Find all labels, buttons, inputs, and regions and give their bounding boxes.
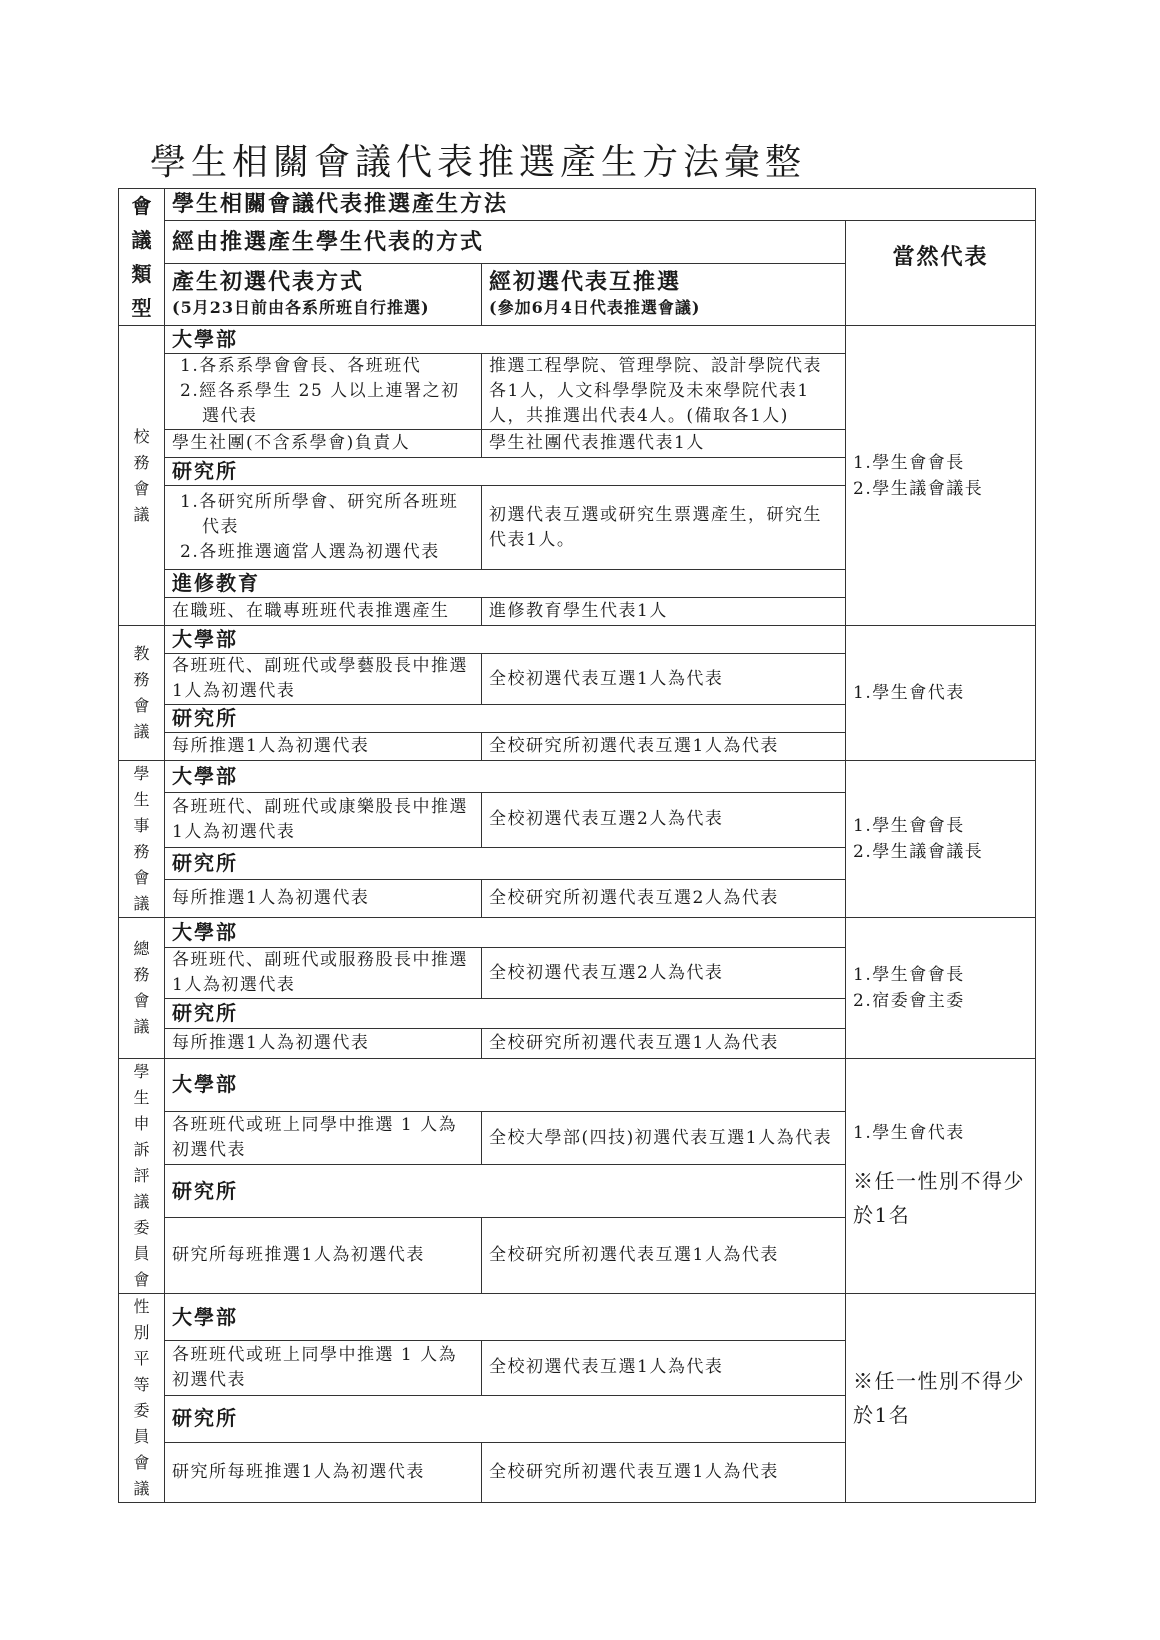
initial-method-text: 各班班代或班上同學中推選 1 人為初選代表	[172, 1115, 458, 1161]
mutual-election-cell: 進修教育學生代表1人	[482, 598, 846, 626]
col2-header: 經初選代表互推選 (參加6月4日代表推選會議)	[482, 264, 846, 326]
initial-method-text: 各班班代、副班代或服務股長中推選1人為初選代表	[172, 950, 468, 995]
election-title-header: 經由推選產生學生代表的方式	[165, 221, 846, 264]
section-label: 研究所	[165, 847, 846, 879]
mutual-election-cell: 初選代表互選或研究生票選產生，研究生代表1人。	[482, 486, 846, 570]
initial-method-cell	[165, 1111, 482, 1165]
section-label: 大學部	[165, 1294, 846, 1341]
mutual-election-cell: 全校大學部(四技)初選代表互選1人為代表	[482, 1111, 846, 1165]
ex-officio-cell	[846, 626, 1036, 761]
initial-method-text: 每所推選1人為初選代表	[172, 1033, 370, 1053]
ex-officio-cell	[846, 1294, 1036, 1503]
initial-method-cell	[165, 1029, 482, 1059]
initial-method-text: 各班班代或班上同學中推選 1 人為初選代表	[172, 1344, 458, 1390]
section-label: 研究所	[165, 999, 846, 1029]
section-label: 研究所	[165, 1395, 846, 1442]
section-label: 研究所	[165, 458, 846, 486]
mutual-election-cell: 全校研究所初選代表互選2人為代表	[482, 879, 846, 917]
initial-method-cell	[165, 354, 482, 430]
initial-method-cell	[165, 430, 482, 458]
meeting-name: 性別平等委員會議	[119, 1294, 165, 1503]
mutual-election-cell: 全校研究所初選代表互選1人為代表	[482, 733, 846, 761]
mutual-election-cell: 學生社團代表推選代表1人	[482, 430, 846, 458]
gender-note: ※任一性別不得少於1名	[853, 1169, 1025, 1227]
meeting-type-header: 會議類型	[119, 189, 165, 326]
initial-method-cell	[165, 1218, 482, 1294]
mutual-election-cell: 全校研究所初選代表互選1人為代表	[482, 1218, 846, 1294]
ex-officio-item: 1.學生會會長	[853, 965, 965, 985]
gender-note: ※任一性別不得少於1名	[853, 1369, 1025, 1427]
initial-method-text: 1.各系系學會會長、各班班代	[180, 356, 422, 376]
section-label: 研究所	[165, 1165, 846, 1218]
section-label: 大學部	[165, 326, 846, 354]
initial-method-cell	[165, 733, 482, 761]
ex-officio-item: 1.學生會會長	[853, 816, 965, 836]
initial-method-text: 1.各研究所所學會、研究所各班班代表	[180, 492, 459, 537]
initial-method-cell	[165, 486, 482, 570]
col1-header: 產生初選代表方式 (5月23日前由各系所班自行推選)	[165, 264, 482, 326]
initial-method-text: 每所推選1人為初選代表	[172, 887, 370, 908]
representatives-table	[118, 188, 1036, 1503]
mutual-election-cell: 全校初選代表互選1人為代表	[482, 654, 846, 705]
initial-method-text: 各班班代、副班代或學藝股長中推選1人為初選代表	[172, 656, 468, 701]
mutual-election-cell: 全校研究所初選代表互選1人為代表	[482, 1442, 846, 1502]
initial-method-text: 研究所每班推選1人為初選代表	[172, 1245, 425, 1266]
section-label: 大學部	[165, 626, 846, 654]
meeting-name: 學生申訴評議委員會	[119, 1059, 165, 1294]
document-title: 學生相關會議代表推選產生方法彙整	[150, 142, 807, 183]
ex-officio-header: 當然代表	[846, 221, 1036, 326]
ex-officio-cell	[846, 761, 1036, 918]
ex-officio-item: 1.學生會會長	[853, 452, 965, 473]
meeting-name: 總務會議	[119, 918, 165, 1059]
meeting-name: 學生事務會議	[119, 761, 165, 918]
section-label: 進修教育	[165, 570, 846, 598]
ex-officio-item: 2.學生議會議長	[853, 478, 984, 499]
ex-officio-item: 2.宿委會主委	[853, 991, 965, 1011]
meeting-name: 校務會議	[119, 326, 165, 626]
ex-officio-item: 1.學生會代表	[853, 1123, 965, 1143]
initial-method-text: 2.各班推選適當人選為初選代表	[180, 542, 440, 562]
initial-method-cell	[165, 793, 482, 847]
initial-method-text: 2.經各系學生 25 人以上連署之初選代表	[180, 381, 460, 426]
section-label: 大學部	[165, 761, 846, 793]
ex-officio-cell	[846, 326, 1036, 626]
initial-method-cell	[165, 879, 482, 917]
mutual-election-cell: 全校研究所初選代表互選1人為代表	[482, 1029, 846, 1059]
section-label: 研究所	[165, 705, 846, 733]
ex-officio-cell	[846, 1059, 1036, 1294]
mutual-election-cell: 全校初選代表互選2人為代表	[482, 948, 846, 999]
mutual-election-cell: 推選工程學院、管理學院、設計學院代表各1人，人文科學學院及未來學院代表1人，共推選出代表4人。(備取各1人)	[482, 354, 846, 430]
initial-method-text: 各班班代、副班代或康樂股長中推選1人為初選代表	[172, 796, 468, 842]
mutual-election-cell: 全校初選代表互選1人為代表	[482, 1341, 846, 1396]
initial-method-text: 學生社團(不含系學會)負責人	[172, 433, 411, 453]
ex-officio-cell	[846, 918, 1036, 1059]
initial-method-cell	[165, 1341, 482, 1396]
method-title-header: 學生相關會議代表推選產生方法	[165, 189, 1036, 221]
section-label: 大學部	[165, 918, 846, 948]
initial-method-cell	[165, 948, 482, 999]
initial-method-cell	[165, 1442, 482, 1502]
section-label: 大學部	[165, 1059, 846, 1112]
ex-officio-item: 2.學生議會議長	[853, 842, 984, 862]
initial-method-cell	[165, 598, 482, 626]
initial-method-text: 研究所每班推選1人為初選代表	[172, 1461, 425, 1482]
meeting-name: 教務會議	[119, 626, 165, 761]
mutual-election-cell: 全校初選代表互選2人為代表	[482, 793, 846, 847]
ex-officio-item: 1.學生會代表	[853, 683, 965, 703]
initial-method-cell	[165, 654, 482, 705]
initial-method-text: 在職班、在職專班班代表推選產生	[172, 601, 450, 621]
initial-method-text: 每所推選1人為初選代表	[172, 736, 370, 756]
